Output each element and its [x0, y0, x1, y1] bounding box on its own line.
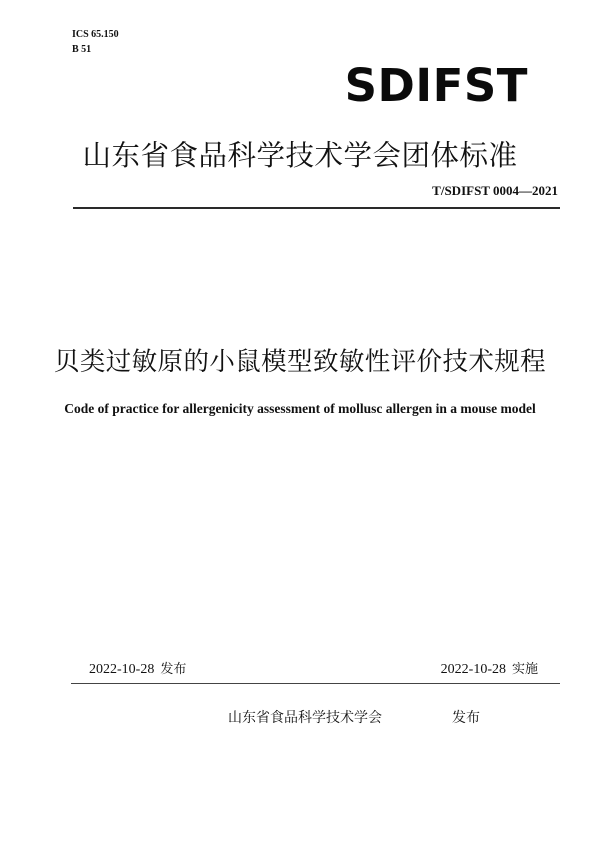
bottom-divider: [71, 683, 560, 684]
standard-code: T/SDIFST 0004—2021: [432, 183, 558, 198]
publish-label: 发布: [452, 710, 480, 726]
top-divider: [73, 207, 560, 209]
document-title-chinese: 贝类过敏原的小鼠模型致敏性评价技术规程: [53, 347, 547, 377]
org-standard-heading: 山东省食品科学技术学会团体标准: [82, 139, 518, 172]
effective-date-line: [441, 661, 538, 679]
issue-label: 发布: [160, 662, 187, 677]
publisher-name: 山东省食品科学技术学会: [228, 710, 382, 726]
brand-logo-text: SDIFST: [344, 59, 528, 112]
document-title-english: Code of practice for allergenicity assessment of mollusc allergen in a mouse model: [64, 401, 536, 416]
ccs-code: B 51: [72, 44, 92, 55]
ics-code: ICS 65.150: [72, 29, 119, 40]
effective-label: 实施: [511, 662, 538, 677]
issue-date-line: [89, 661, 186, 679]
effective-date: 2022-10-28: [440, 662, 506, 677]
issue-date: 2022-10-28: [89, 662, 155, 677]
